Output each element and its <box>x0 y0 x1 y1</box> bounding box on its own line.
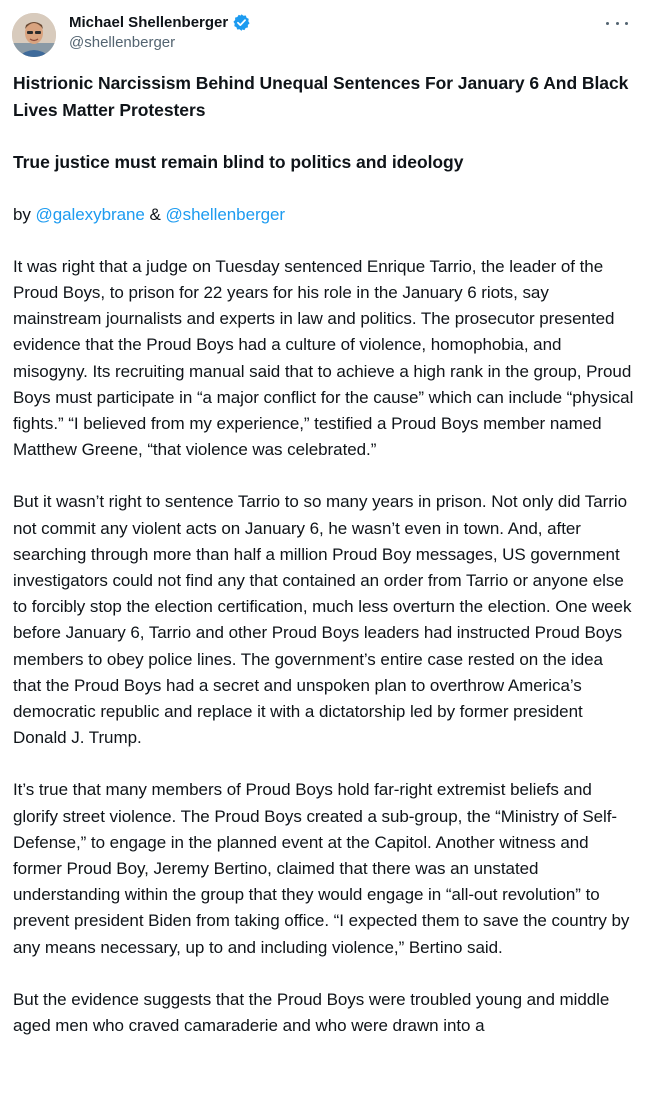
avatar[interactable] <box>12 13 56 57</box>
verified-badge-icon[interactable] <box>232 13 251 32</box>
paragraph-1: It was right that a judge on Tuesday sentenced Enrique Tarrio, the leader of the Proud Boys, to prison for 22 years for his role in the January 6 riots, say mainstream journalists and experts in law and politics. The prosecutor presented evidence that the Proud Boys had a culture of violence, homophobia, and misogyny. Its recruiting manual said that to achieve a high rank in the group, Proud Boys must participate in “a major conflict for the cause” which can include “physical fights.” “I believed from my experience,” testified a Proud Boys member named Matthew Greene, “that violence was celebrated.” <box>13 256 634 460</box>
author-handle[interactable]: @shellenberger <box>69 34 176 51</box>
mention-shellenberger[interactable]: @shellenberger <box>165 204 286 224</box>
paragraph-3: It’s true that many members of Proud Boys hold far-right extremist beliefs and glorify street violence. The Proud Boys created a sub-group, the “Ministry of Self-Defense,” to engage in the planned event at the Capitol. Another witness and former Proud Boy, Jeremy Bertino, claimed that there was an unstated understanding within the group that they would engage in “all-out revolution” to prevent president Biden from taking office. “I expected them to save the country by any means necessary, up to and including violence,” Bertino said. <box>13 780 630 957</box>
display-name[interactable]: Michael Shellenberger <box>69 13 229 31</box>
tweet-header <box>12 10 634 56</box>
avatar-image <box>12 13 56 57</box>
article-title: Histrionic Narcissism Behind Unequal Sentences For January 6 And Black Lives Matter Protesters <box>13 73 629 120</box>
article-subtitle: True justice must remain blind to politics and ideology <box>13 152 464 172</box>
author-names <box>69 12 251 51</box>
display-name-row <box>69 12 251 32</box>
tweet-body <box>13 70 635 1039</box>
paragraph-2: But it wasn’t right to sentence Tarrio to so many years in prison. Not only did Tarrio not commit any violent acts on January 6, he wasn’t even in town. And, after searching through more than half a million Proud Boy messages, US government investigators could not find any that contained an order from Tarrio or anyone else to forcibly stop the election certification, much less overturn the election. One week before January 6, Tarrio and other Proud Boys leaders had instructed Proud Boys members to obey police lines. The government’s entire case rested on the idea that the Proud Boys had a secret and unspoken plan to overthrow America’s democratic republic and replace it with a dictatorship led by former president Donald J. Trump. <box>13 492 632 748</box>
byline <box>13 202 635 228</box>
byline-joiner: & <box>144 204 166 224</box>
more-options-icon[interactable] <box>606 16 628 30</box>
byline-prefix: by <box>13 204 36 224</box>
mention-galexybrane[interactable]: @galexybrane <box>35 204 145 224</box>
paragraph-4: But the evidence suggests that the Proud Boys were troubled young and middle aged men who craved camaraderie and who were drawn into a <box>13 989 610 1035</box>
